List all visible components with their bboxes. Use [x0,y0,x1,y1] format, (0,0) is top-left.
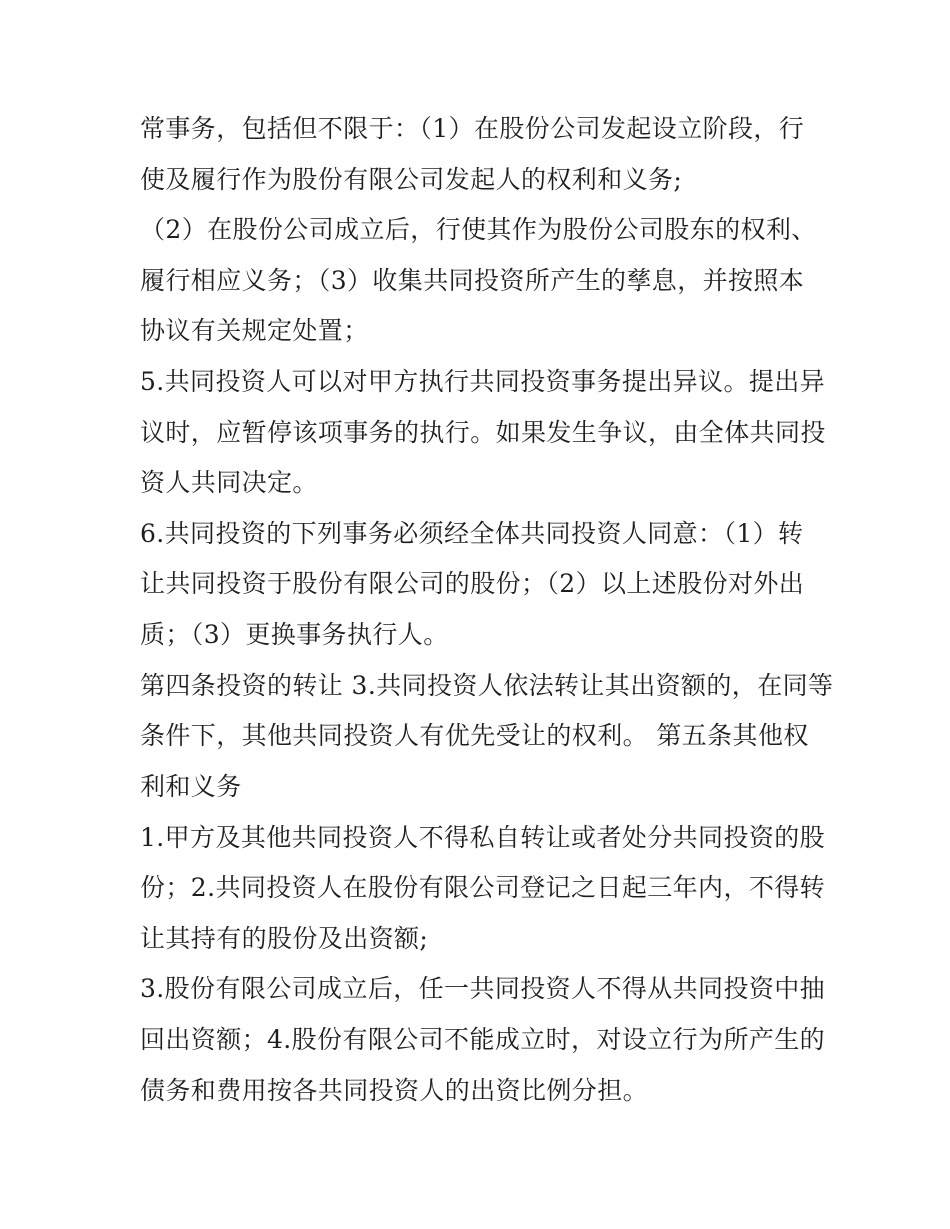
text-line: 回出资额；4.股份有限公司不能成立时，对设立行为所产生的 [140,1025,826,1054]
text-line: （2）在股份公司成立后，行使其作为股份公司股东的权利、 [140,215,817,244]
text-line: 1.甲方及其他共同投资人不得私自转让或者处分共同投资的股 [140,823,826,852]
text-line: 6.共同投资的下列事务必须经全体共同投资人同意：（1）转 [140,519,804,548]
text-line: 质；（3）更换事务执行人。 [140,620,449,649]
text-line: 第四条投资的转让 3.共同投资人依法转让其出资额的，在同等 [140,671,834,700]
text-line: 5.共同投资人可以对甲方执行共同投资事务提出异议。提出异 [140,367,826,396]
text-line: 议时，应暂停该项事务的执行。如果发生争议，由全体共同投 [140,418,826,447]
text-line: 常事务，包括但不限于：（1）在股份公司发起设立阶段，行 [140,114,805,143]
text-line: 让共同投资于股份有限公司的股份；（2）以上述股份对外出 [140,569,805,598]
text-line: 债务和费用按各共同投资人的出资比例分担。 [140,1076,649,1105]
text-line: 条件下，其他共同投资人有优先受让的权利。 第五条其他权 [140,721,809,750]
text-line: 利和义务 [140,772,242,801]
text-line: 协议有关规定处置； [140,316,369,345]
text-line: 履行相应义务；（3）收集共同投资所产生的孳息，并按照本 [140,266,805,295]
text-line: 资人共同决定。 [140,468,318,497]
text-line: 3.股份有限公司成立后，任一共同投资人不得从共同投资中抽 [140,974,826,1003]
text-line: 份；2.共同投资人在股份有限公司登记之日起三年内，不得转 [140,873,826,902]
text-line: 使及履行作为股份有限公司发起人的权利和义务; [140,165,683,194]
text-line: 让其持有的股份及出资额; [140,924,429,953]
